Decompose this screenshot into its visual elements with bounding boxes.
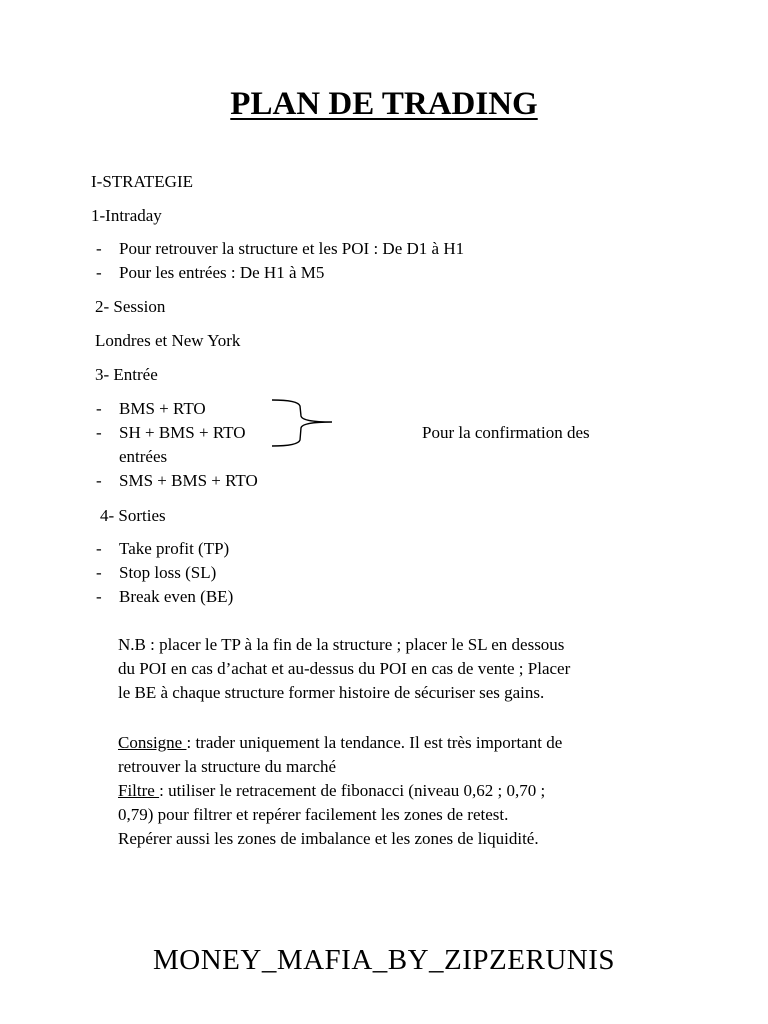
list-item: Pour les entrées : De H1 à M5: [119, 263, 325, 282]
list-dash: -: [96, 399, 102, 418]
list-item: Take profit (TP): [119, 539, 230, 558]
list-dash: -: [96, 471, 102, 490]
filtre-text: : utiliser le retracement de fibonacci (niveau 0,62 ; 0,70 ;: [159, 781, 546, 800]
list-dash: -: [96, 239, 102, 258]
document-title: PLAN DE TRADING: [230, 86, 538, 122]
right-brace-icon: [270, 398, 340, 448]
heading-session: 2- Session: [95, 297, 166, 316]
heading-entree: 3- Entrée: [95, 365, 158, 384]
list-dash: -: [96, 263, 102, 282]
heading-intraday: 1-Intraday: [91, 206, 162, 225]
filtre-label: Filtre: [118, 781, 160, 800]
list-dash: -: [96, 423, 102, 442]
nb-line: le BE à chaque structure former histoire de sécuriser ses gains.: [118, 683, 545, 702]
list-dash: -: [96, 563, 102, 582]
consigne-line: [118, 731, 562, 755]
session-text: Londres et New York: [95, 331, 241, 350]
list-item: SH + BMS + RTO: [119, 423, 246, 442]
list-item: SMS + BMS + RTO: [119, 471, 258, 490]
list-dash: -: [96, 587, 102, 606]
list-item: BMS + RTO: [119, 399, 206, 418]
filtre-line2: 0,79) pour filtrer et repérer facilement les zones de retest.: [118, 805, 509, 824]
list-dash: -: [96, 539, 102, 558]
consigne-text: : trader uniquement la tendance. Il est très important de: [186, 733, 563, 752]
section-heading-strategie: I-STRATEGIE: [91, 172, 193, 191]
list-item: Pour retrouver la structure et les POI : De D1 à H1: [119, 239, 465, 258]
consigne-label: Consigne: [118, 733, 187, 752]
nb-line: N.B : placer le TP à la fin de la structure ; placer le SL en dessous: [118, 635, 565, 654]
entree-note: Pour la confirmation des: [422, 423, 590, 442]
nb-line: du POI en cas d’achat et au-dessus du POI en cas de vente ; Placer: [118, 659, 571, 678]
entree-note-continuation: entrées: [119, 447, 168, 466]
filtre-line: [118, 779, 545, 803]
list-item: Break even (BE): [119, 587, 234, 606]
filtre-line3: Repérer aussi les zones de imbalance et les zones de liquidité.: [118, 829, 539, 848]
heading-sorties: 4- Sorties: [100, 506, 166, 525]
footer-signature: MONEY_MAFIA_BY_ZIPZERUNIS: [152, 944, 615, 976]
list-item: Stop loss (SL): [119, 563, 217, 582]
consigne-line2: retrouver la structure du marché: [118, 757, 337, 776]
